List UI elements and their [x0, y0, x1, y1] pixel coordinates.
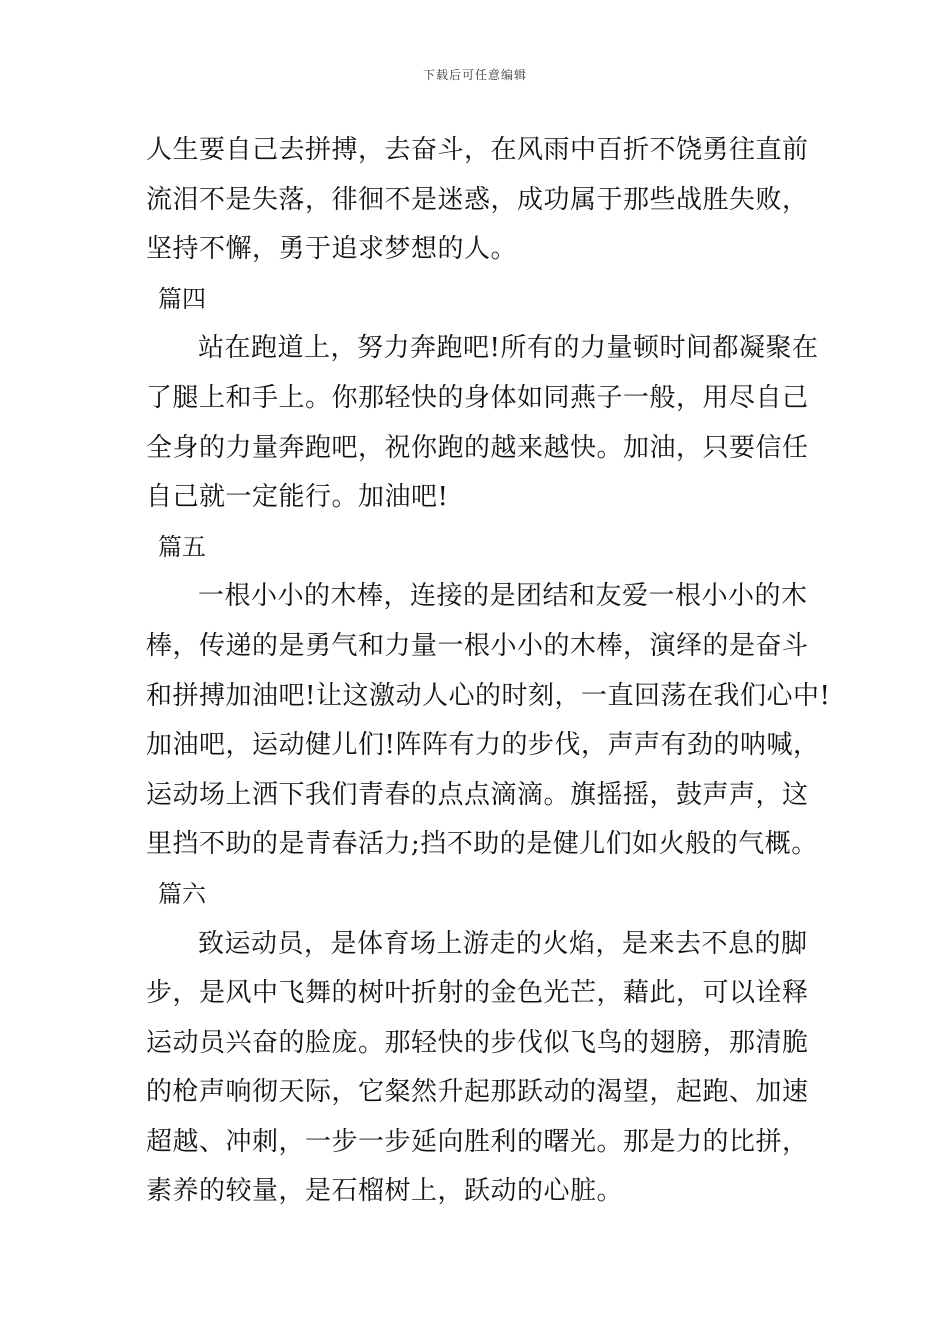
- paragraph-line: 里挡不助的是青春活力;挡不助的是健儿们如火般的气概。: [146, 829, 818, 860]
- paragraph-line: 加油吧，运动健儿们!阵阵有力的步伐，声声有劲的呐喊，: [146, 730, 820, 761]
- section-title: 篇五: [158, 532, 206, 561]
- paragraph-line: 步，是风中飞舞的树叶折射的金色光芒，藉此，可以诠释: [146, 978, 809, 1009]
- paragraph-line: 的枪声响彻天际，它粲然升起那跃动的渴望，起跑、加速: [146, 1077, 809, 1108]
- paragraph-line: 坚持不懈，勇于追求梦想的人。: [146, 234, 518, 265]
- section-title: 篇六: [158, 879, 206, 908]
- paragraph-line: 站在跑道上，努力奔跑吧!所有的力量顿时间都凝聚在: [198, 333, 819, 364]
- paragraph-line: 全身的力量奔跑吧，祝你跑的越来越快。加油，只要信任: [146, 432, 809, 463]
- paragraph-line: 棒，传递的是勇气和力量一根小小的木棒，演绎的是奋斗: [146, 630, 809, 661]
- paragraph-line: 和拼搏加油吧!让这激动人心的时刻，一直回荡在我们心中!: [146, 680, 831, 711]
- paragraph-line: 人生要自己去拼搏，去奋斗，在风雨中百折不饶勇往直前: [146, 135, 809, 165]
- paragraph-line: 运动场上洒下我们青春的点点滴滴。旗摇摇，鼓声声，这: [146, 779, 809, 810]
- section-title: 篇四: [158, 284, 206, 313]
- paragraph-line: 自己就一定能行。加油吧!: [146, 482, 449, 513]
- paragraph-line: 了腿上和手上。你那轻快的身体如同燕子一般，用尽自己: [146, 382, 809, 413]
- paragraph-line: 超越、冲刺，一步一步延向胜利的曙光。那是力的比拼，: [146, 1126, 809, 1157]
- document-body: [146, 126, 831, 1217]
- paragraph-line: 流泪不是失落，徘徊不是迷惑，成功属于那些战胜失败，: [146, 184, 809, 215]
- paragraph-line: 素养的较量，是石榴树上，跃动的心脏。: [146, 1176, 624, 1207]
- paragraph-line: 一根小小的木棒，连接的是团结和友爱一根小小的木: [198, 581, 808, 612]
- paragraph-line: 致运动员，是体育场上游走的火焰，是来去不息的脚: [198, 928, 808, 959]
- page-header: 下载后可任意编辑: [422, 68, 527, 82]
- paragraph-line: 运动员兴奋的脸庞。那轻快的步伐似飞鸟的翅膀，那清脆: [146, 1027, 809, 1058]
